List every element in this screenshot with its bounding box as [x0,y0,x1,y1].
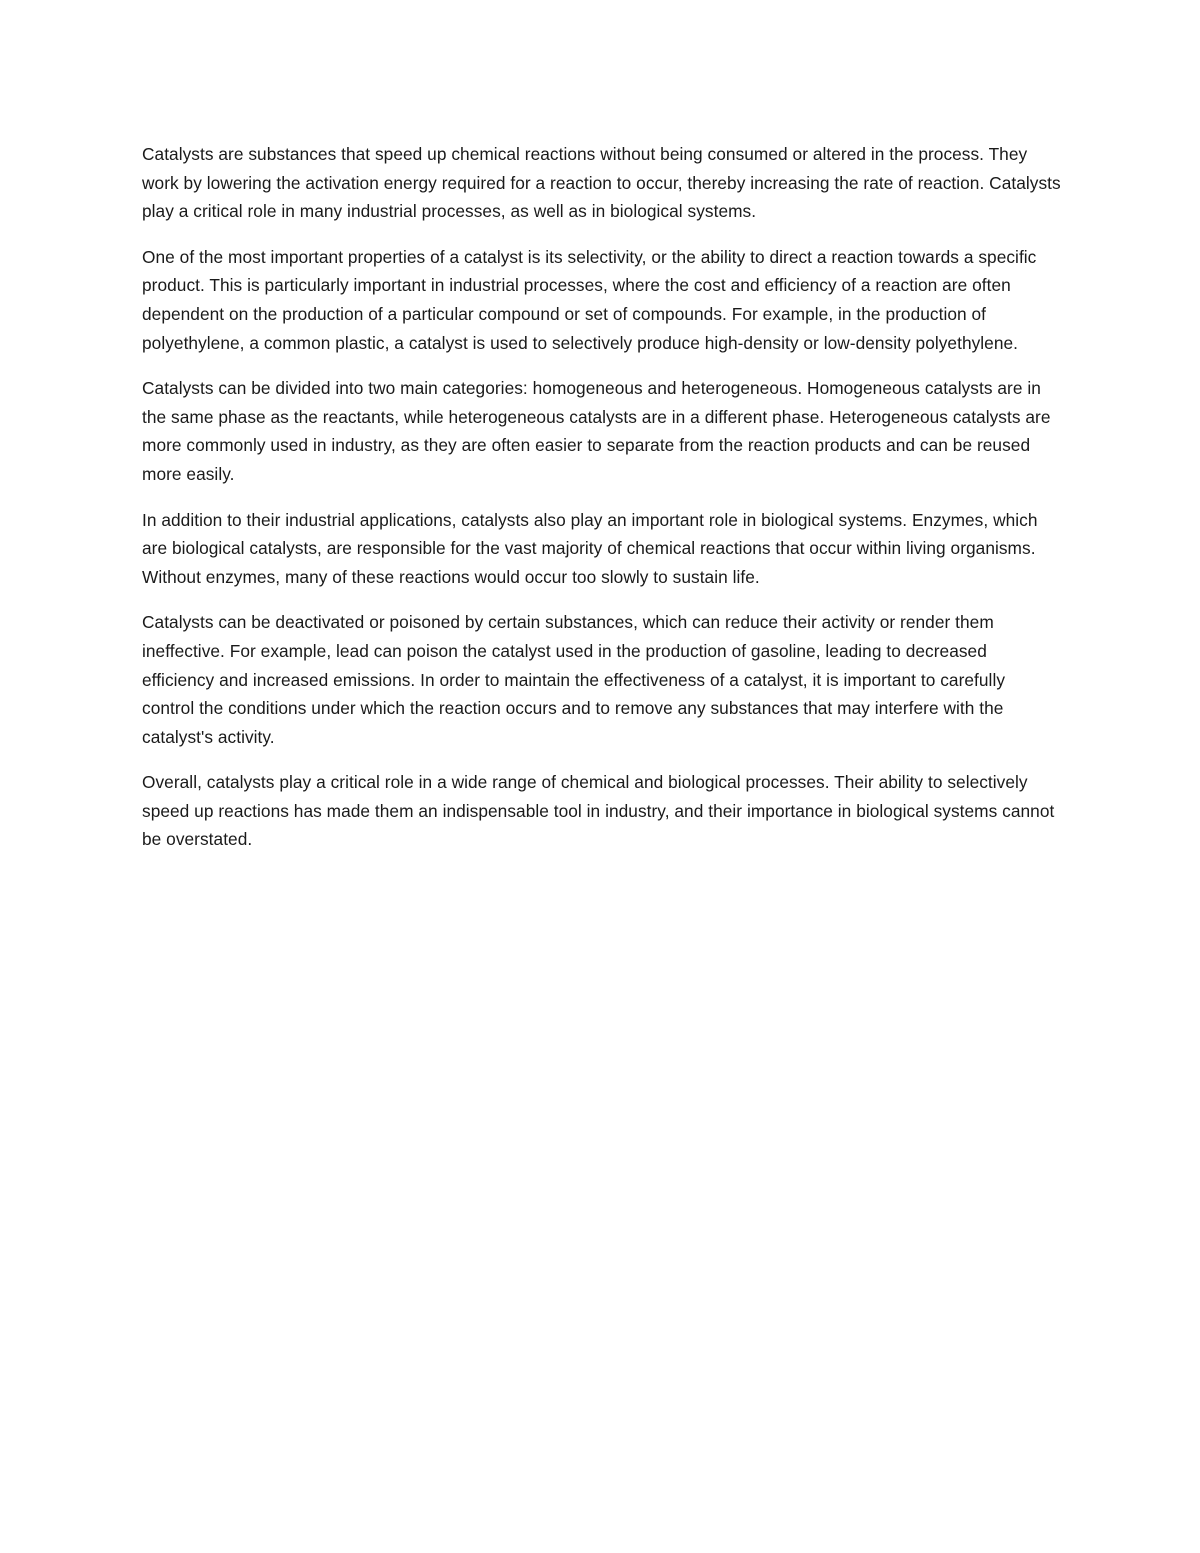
paragraph-conclusion: Overall, catalysts play a critical role in a wide range of chemical and biological processes. Their ability to selectively speed up reactions has made them an indispensable tool in industry, and their importance in biological systems cannot be overstated. [142,772,1055,850]
paragraph-selectivity: One of the most important properties of a catalyst is its selectivity, or the ability to direct a reaction towards a specific product. This is particularly important in industrial processes, where the cost and efficiency of a reaction are often dependent on the production of a particular compound or set of compounds. For example, in the production of polyethylene, a common plastic, a catalyst is used to selectively produce high-density or low-density polyethylene. [142,246,1037,353]
paragraph-biological-systems: In addition to their industrial applications, catalysts also play an important role in biological systems. Enzymes, which are biological catalysts, are responsible for the vast majority of chemical reactions that occur within living organisms. Without enzymes, many of these reactions would occur too slowly to sustain life. [142,509,1038,587]
paragraph-catalyst-definition: Catalysts are substances that speed up chemical reactions without being consumed or altered in the process. They work by lowering the activation energy required for a reaction to occur, thereby increasing the rate of reaction. Catalysts play a critical role in many industrial processes, as well as in biological systems. [142,144,1061,222]
document-body [142,140,1062,871]
paragraph-deactivation: Catalysts can be deactivated or poisoned by certain substances, which can reduce their activity or render them ineffective. For example, lead can poison the catalyst used in the production of gasoline, leading to decreased efficiency and increased emissions. In order to maintain the effectiveness of a catalyst, it is important to carefully control the conditions under which the reaction occurs and to remove any substances that may interfere with the catalyst's activity. [142,612,1006,747]
paragraph-catalyst-categories: Catalysts can be divided into two main categories: homogeneous and heterogeneous. Homogeneous catalysts are in the same phase as the reactants, while heterogeneous catalysts are in a different phase. Heterogeneous catalysts are more commonly used in industry, as they are often easier to separate from the reaction products and can be reused more easily. [142,378,1051,484]
